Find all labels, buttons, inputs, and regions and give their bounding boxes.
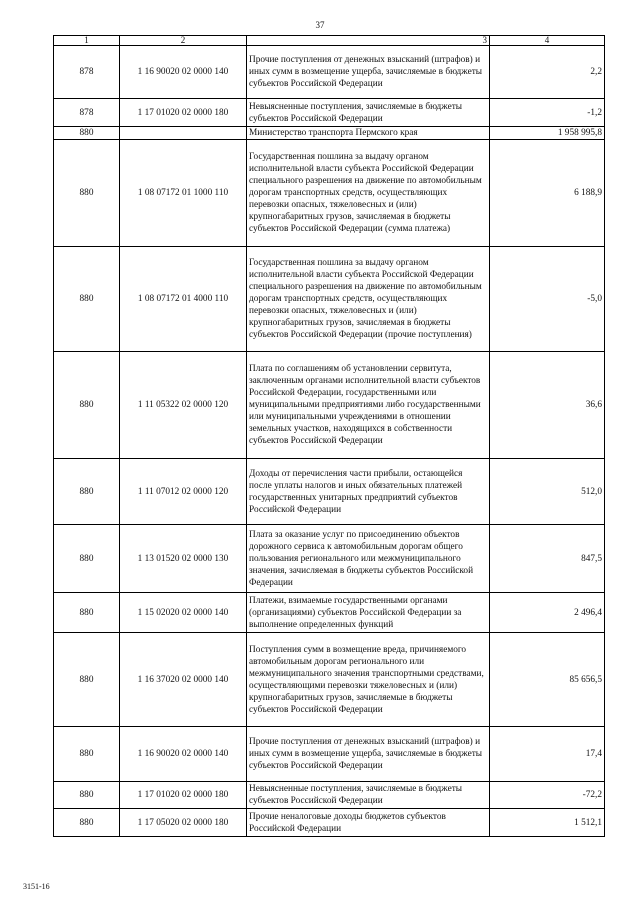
description-text: Платежи, взимаемые государственными органами (организациями) субъектов Российской Федерации за выполнение определенных функций	[249, 595, 462, 630]
admin-code-cell: 878	[54, 99, 120, 127]
footer-doc-code: 3151-16	[23, 882, 50, 891]
admin-code-cell: 880	[54, 782, 120, 809]
admin-code-cell: 880	[54, 525, 120, 593]
amount-cell: 1 958 995,8	[490, 127, 605, 140]
admin-code-cell: 878	[54, 46, 120, 99]
description-cell	[247, 127, 490, 140]
description-text: Государственная пошлина за выдачу органом исполнительной власти субъекта Российской Федерации специального разрешения на движение по автомобильным дорогам транспортных средств, осуществляющих перевозки опасных, тяжеловесных и (или) крупногабаритных грузов, зачисляемая в бюджеты субъектов Российской Федерации (сумма платежа)	[249, 152, 482, 234]
description-cell	[247, 140, 490, 247]
table-row	[54, 633, 605, 727]
table-row	[54, 352, 605, 459]
page-number: 37	[315, 20, 325, 30]
table-row	[54, 46, 605, 99]
amount-cell: -72,2	[490, 782, 605, 809]
description-text: Невыясненные поступления, зачисляемые в бюджеты субъектов Российской Федерации	[249, 784, 463, 806]
header-col-2: 2	[120, 36, 247, 46]
description-cell	[247, 525, 490, 593]
admin-code-cell: 880	[54, 727, 120, 782]
header-col-3: 3	[247, 36, 490, 46]
description-text: Прочие поступления от денежных взысканий (штрафов) и иных сумм в возмещение ущерба, зачисляемые в бюджеты субъектов Российской Федерации	[249, 55, 483, 89]
table-header-row	[54, 36, 605, 46]
revenue-code-cell: 1 13 01520 02 0000 130	[120, 525, 247, 593]
amount-cell: 85 656,5	[490, 633, 605, 727]
table-row	[54, 727, 605, 782]
admin-code-cell: 880	[54, 247, 120, 352]
admin-code-cell: 880	[54, 127, 120, 140]
revenue-code-cell: 1 16 37020 02 0000 140	[120, 633, 247, 727]
description-cell	[247, 633, 490, 727]
table-row	[54, 459, 605, 525]
table-row	[54, 247, 605, 352]
revenue-code-cell: 1 08 07172 01 4000 110	[120, 247, 247, 352]
header-col-4: 4	[490, 36, 605, 46]
description-text: Невыясненные поступления, зачисляемые в бюджеты субъектов Российской Федерации	[249, 101, 463, 124]
amount-cell: 2 496,4	[490, 593, 605, 633]
revenue-code-cell: 1 15 02020 02 0000 140	[120, 593, 247, 633]
description-cell	[247, 352, 490, 459]
amount-cell: 6 188,9	[490, 140, 605, 247]
amount-cell: 847,5	[490, 525, 605, 593]
table-row	[54, 99, 605, 127]
description-cell	[247, 247, 490, 352]
description-text: Прочие поступления от денежных взысканий (штрафов) и иных сумм в возмещение ущерба, зачисляемые в бюджеты субъектов Российской Федерации	[249, 737, 483, 771]
description-text: Доходы от перечисления части прибыли, остающейся после уплаты налогов и иных обязательных платежей государственных унитарных предприятий субъектов Российской Федерации	[249, 468, 463, 515]
description-text: Прочие неналоговые доходы бюджетов субъектов Российской Федерации	[249, 811, 446, 834]
revenue-code-cell: 1 16 90020 02 0000 140	[120, 727, 247, 782]
description-text: Государственная пошлина за выдачу органом исполнительной власти субъекта Российской Федерации специального разрешения на движение по автомобильным дорогам транспортных средств, осуществляющих перевозки опасных, тяжеловесных и (или) крупногабаритных грузов, зачисляемая в бюджеты субъектов Российской Федерации (прочие поступления)	[249, 258, 482, 340]
admin-code-cell: 880	[54, 809, 120, 837]
admin-code-cell: 880	[54, 352, 120, 459]
table-row	[54, 809, 605, 837]
revenue-code-cell: 1 11 07012 02 0000 120	[120, 459, 247, 525]
revenue-code-cell: 1 11 05322 02 0000 120	[120, 352, 247, 459]
description-cell	[247, 782, 490, 809]
amount-cell: -1,2	[490, 99, 605, 127]
description-cell	[247, 593, 490, 633]
header-col-1: 1	[54, 36, 120, 46]
amount-cell: 17,4	[490, 727, 605, 782]
admin-code-cell: 880	[54, 633, 120, 727]
revenue-table	[53, 35, 605, 837]
description-cell	[247, 727, 490, 782]
table-row	[54, 782, 605, 809]
table-row	[54, 140, 605, 247]
revenue-code-cell	[120, 127, 247, 140]
revenue-code-cell: 1 17 05020 02 0000 180	[120, 809, 247, 837]
admin-code-cell: 880	[54, 593, 120, 633]
revenue-code-cell: 1 08 07172 01 1000 110	[120, 140, 247, 247]
revenue-code-cell: 1 17 01020 02 0000 180	[120, 782, 247, 809]
description-text: Министерство транспорта Пермского края	[249, 128, 418, 138]
revenue-code-cell: 1 16 90020 02 0000 140	[120, 46, 247, 99]
amount-cell: 36,6	[490, 352, 605, 459]
revenue-code-cell: 1 17 01020 02 0000 180	[120, 99, 247, 127]
description-cell	[247, 809, 490, 837]
amount-cell: -5,0	[490, 247, 605, 352]
table-row	[54, 127, 605, 140]
amount-cell: 512,0	[490, 459, 605, 525]
admin-code-cell: 880	[54, 140, 120, 247]
table-row	[54, 593, 605, 633]
description-cell	[247, 99, 490, 127]
description-text: Поступления сумм в возмещение вреда, причиняемого автомобильным дорогам регионального или межмуниципального значения транспортными средствами, осуществляющими перевозки тяжеловесных и (или) крупногабаритных грузов, зачисляемые в бюджеты субъектов Российской Федерации	[249, 644, 484, 715]
table-row	[54, 525, 605, 593]
description-cell	[247, 459, 490, 525]
amount-cell: 1 512,1	[490, 809, 605, 837]
description-text: Плата за оказание услуг по присоединению объектов дорожного сервиса к автомобильным дорогам общего пользования регионального или межмуниципального значения, зачисляемая в бюджеты субъектов Российской Федерации	[249, 529, 474, 588]
description-text: Плата по соглашениям об установлении сервитута, заключенным органами исполнительной власти субъектов Российской Федерации, государственными или муниципальными предприятиями либо государственными или муниципальными учреждениями в отношении земельных участков, находящихся в собственности субъектов Российской Федерации	[249, 364, 481, 446]
amount-cell: 2,2	[490, 46, 605, 99]
description-cell	[247, 46, 490, 99]
admin-code-cell: 880	[54, 459, 120, 525]
